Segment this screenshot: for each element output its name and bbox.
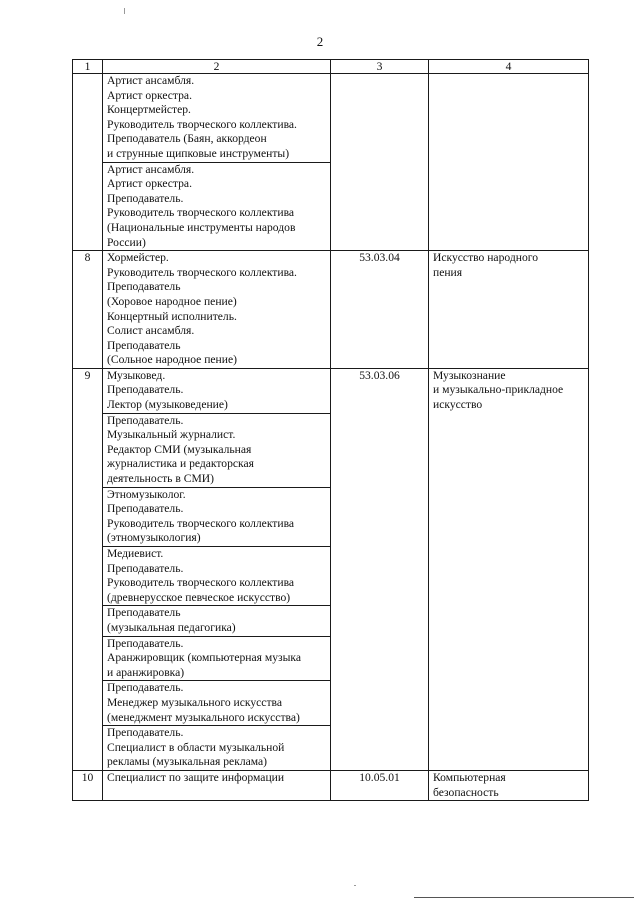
qualification-line: Преподаватель — [107, 338, 181, 352]
qualification-line: Солист ансамбля. — [107, 324, 195, 338]
scan-speck — [354, 885, 356, 886]
qualification-line: (Хоровое народное пение) — [107, 294, 237, 308]
qualification-line: Руководитель творческого коллектива — [107, 576, 295, 590]
qualification-cell — [103, 74, 331, 163]
specialty-line: безопасность — [433, 785, 499, 799]
code-cell: 53.03.06 — [331, 368, 429, 770]
qualification-cell — [103, 413, 331, 487]
scan-edge-line — [414, 897, 634, 898]
qualification-line: Преподаватель. — [107, 726, 184, 740]
qualification-line: Преподаватель. — [107, 561, 184, 575]
qualification-line: Аранжировщик (компьютерная музыка — [107, 651, 301, 665]
table-header-row — [73, 60, 589, 74]
row-number-cell — [73, 74, 103, 251]
qualification-line: Лектор (музыковедение) — [107, 398, 228, 412]
column-header-2: 2 — [103, 60, 331, 74]
scan-speck — [124, 8, 125, 14]
table-row — [73, 368, 589, 413]
qualification-line: журналистика и редакторская — [107, 457, 254, 471]
qualification-cell — [103, 487, 331, 546]
qualification-line: Менеджер музыкального искусства — [107, 695, 282, 709]
qualification-line: Редактор СМИ (музыкальная — [107, 442, 252, 456]
qualification-line: и аранжировка) — [107, 665, 185, 679]
qualification-cell — [103, 606, 331, 636]
qualification-line: Преподаватель. — [107, 636, 184, 650]
qualification-cell — [103, 636, 331, 681]
specialty-cell — [429, 770, 589, 800]
qualification-line: Этномузыколог. — [107, 487, 186, 501]
qualification-cell — [103, 547, 331, 606]
qualification-line: Музыковед. — [107, 368, 166, 382]
qualification-line: Руководитель творческого коллектива. — [107, 265, 297, 279]
qualification-line: Преподаватель. — [107, 681, 184, 695]
qualification-line: рекламы (музыкальная реклама) — [107, 755, 268, 769]
qualification-line: Артист оркестра. — [107, 88, 192, 102]
qualification-line: Преподаватель — [107, 280, 181, 294]
qualification-line: Музыкальный журналист. — [107, 428, 236, 442]
qualification-line: Руководитель творческого коллектива. — [107, 117, 297, 131]
qualification-line: России) — [107, 235, 146, 249]
qualification-line: Преподаватель. — [107, 191, 184, 205]
qualifications-table — [72, 59, 589, 801]
qualification-cell — [103, 681, 331, 726]
qualification-line: Артист ансамбля. — [107, 74, 195, 87]
qualification-line: деятельность в СМИ) — [107, 472, 214, 486]
qualification-line: Руководитель творческого коллектива — [107, 206, 295, 220]
table-row — [73, 770, 589, 800]
specialty-line: Музыкознание — [433, 368, 506, 382]
qualification-line: (древнерусское певческое искусство) — [107, 590, 291, 604]
qualification-line: Концертный исполнитель. — [107, 309, 237, 323]
code-cell: 10.05.01 — [331, 770, 429, 800]
column-header-4: 4 — [429, 60, 589, 74]
specialty-line: Искусство народного — [433, 251, 539, 265]
qualification-line: Концертмейстер. — [107, 103, 191, 117]
qualification-cell — [103, 368, 331, 413]
qualification-line: и струнные щипковые инструменты) — [107, 146, 290, 160]
column-header-1: 1 — [73, 60, 103, 74]
qualification-line: Руководитель творческого коллектива — [107, 516, 295, 530]
row-number-cell: 8 — [73, 251, 103, 369]
specialty-cell — [429, 74, 589, 251]
qualification-line: Преподаватель — [107, 606, 181, 620]
code-cell — [331, 74, 429, 251]
qualification-line: Артист оркестра. — [107, 177, 192, 191]
qualification-line: (музыкальная педагогика) — [107, 620, 236, 634]
table-row — [73, 74, 589, 163]
qualification-line: Преподаватель. — [107, 502, 184, 516]
qualification-cell — [103, 162, 331, 251]
qualification-line: Артист ансамбля. — [107, 162, 195, 176]
qualification-cell — [103, 726, 331, 771]
qualification-line: (Сольное народное пение) — [107, 353, 237, 367]
qualification-line: Преподаватель (Баян, аккордеон — [107, 132, 267, 146]
qualification-cell — [103, 770, 331, 800]
specialty-line: искусство — [433, 398, 483, 412]
qualification-line: (этномузыкология) — [107, 531, 201, 545]
specialty-cell — [429, 251, 589, 369]
specialty-line: пения — [433, 265, 463, 279]
specialty-line: Компьютерная — [433, 770, 506, 784]
table-row — [73, 251, 589, 369]
qualification-line: Специалист по защите информации — [107, 770, 285, 784]
specialty-cell — [429, 368, 589, 770]
qualification-line: Преподаватель. — [107, 383, 184, 397]
qualification-line: Хормейстер. — [107, 251, 169, 265]
code-cell: 53.03.04 — [331, 251, 429, 369]
qualification-line: Медиевист. — [107, 547, 164, 560]
qualification-cell — [103, 251, 331, 369]
qualification-line: (Национальные инструменты народов — [107, 220, 296, 234]
qualification-line: (менеджмент музыкального искусства) — [107, 710, 300, 724]
specialty-line: и музыкально-прикладное — [433, 383, 564, 397]
row-number-cell: 10 — [73, 770, 103, 800]
row-number-cell: 9 — [73, 368, 103, 770]
page-number: 2 — [316, 34, 324, 49]
qualification-line: Специалист в области музыкальной — [107, 740, 285, 754]
column-header-3: 3 — [331, 60, 429, 74]
qualification-line: Преподаватель. — [107, 413, 184, 427]
